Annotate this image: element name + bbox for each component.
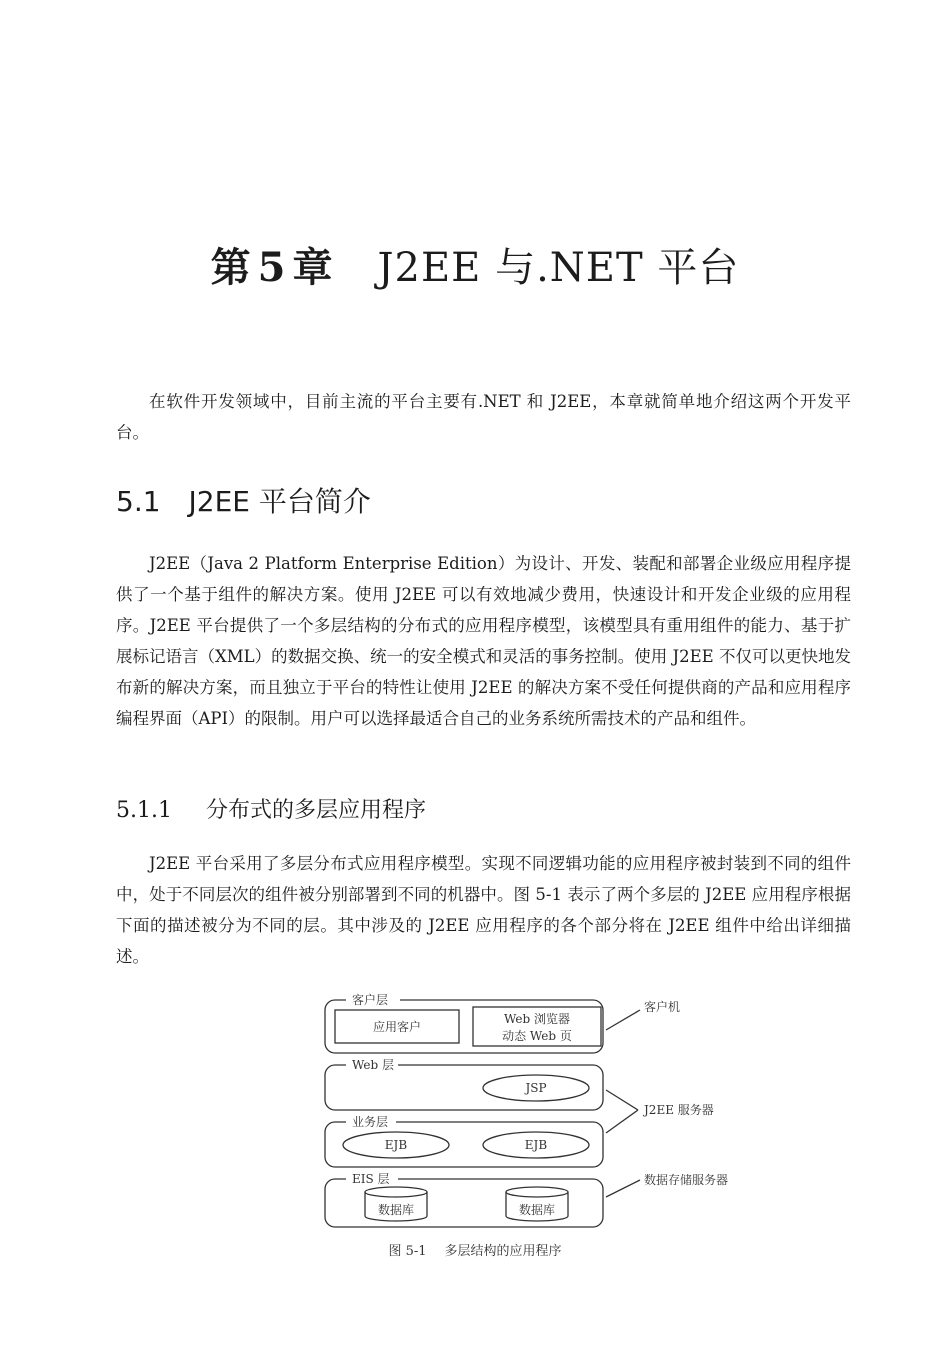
subsection-paragraph: J2EE 平台采用了多层分布式应用程序模型。实现不同逻辑功能的应用程序被封装到不同的组件中，处于不同层次的组件被分别部署到不同的机器中。图 5-1 表示了两个多层的 J2EE 应用程序根据下面的描述被分为不同的层。其中涉及的 J2EE 应用程序的各个部分将在 J2EE 组件中给出详细描述。	[116, 854, 851, 966]
subsection-title: 分布式的多层应用程序	[205, 798, 426, 823]
server-label: J2EE 服务器	[644, 1103, 714, 1117]
figure-caption	[0, 1240, 950, 1259]
jsp-label: JSP	[525, 1081, 547, 1095]
database-label-1: 数据库	[377, 1203, 415, 1217]
section-heading	[116, 480, 371, 520]
client-app-label: 应用客户	[372, 1020, 422, 1034]
client-machine-label: 客户机	[644, 1000, 681, 1014]
figure-caption-number: 图 5-1	[388, 1244, 427, 1259]
eis-tier-label: EIS 层	[352, 1172, 390, 1186]
section-number: 5.1	[116, 485, 161, 518]
figure-multitier	[310, 985, 770, 1265]
database-label-2: 数据库	[518, 1203, 556, 1217]
intro-paragraph: 在软件开发领域中，目前主流的平台主要有.NET 和 J2EE，本章就简单地介绍这两个开发平台。	[116, 392, 851, 442]
browser-label: Web 浏览器	[504, 1012, 570, 1026]
client-tier-label: 客户层	[352, 993, 389, 1007]
figure-caption-text: 多层结构的应用程序	[444, 1244, 562, 1259]
storage-server-label: 数据存储服务器	[644, 1173, 729, 1187]
eis-tier-box	[325, 1179, 603, 1227]
client-tier-box	[325, 1000, 603, 1053]
subsection-heading	[116, 793, 426, 824]
web-tier-label: Web 层	[352, 1058, 394, 1072]
section-paragraph: J2EE（Java 2 Platform Enterprise Edition）为设计、开发、装配和部署企业级应用程序提供了一个基于组件的解决方案。使用 J2EE 可以有效地减少费用，快速设计和开发企业级的应用程序。J2EE 平台提供了一个多层结构的分布式的应用程序模型，该模型具有重用组件的能力、基于扩展标记语言（XML）的数据交换、统一的安全模式和灵活的事务控制。使用 J2EE 不仅可以更快地发布新的解决方案，而且独立于平台的特性让使用 J2EE 的解决方案不受任何提供商的产品和应用程序编程界面（API）的限制。用户可以选择最适合自己的业务系统所需技术的产品和组件。	[116, 554, 851, 728]
chapter-number: 5	[257, 244, 287, 291]
chapter-title	[0, 236, 950, 293]
subsection-number: 5.1.1	[116, 798, 172, 823]
dynamic-page-label: 动态 Web 页	[502, 1029, 572, 1043]
ejb-label-1: EJB	[384, 1138, 408, 1152]
business-tier-label: 业务层	[352, 1115, 389, 1129]
chapter-suffix: 章	[292, 244, 334, 291]
chapter-prefix: 第	[210, 244, 252, 291]
ejb-label-2: EJB	[524, 1138, 548, 1152]
section-title: J2EE 平台简介	[188, 485, 371, 518]
chapter-name: J2EE 与.NET 平台	[377, 245, 740, 291]
